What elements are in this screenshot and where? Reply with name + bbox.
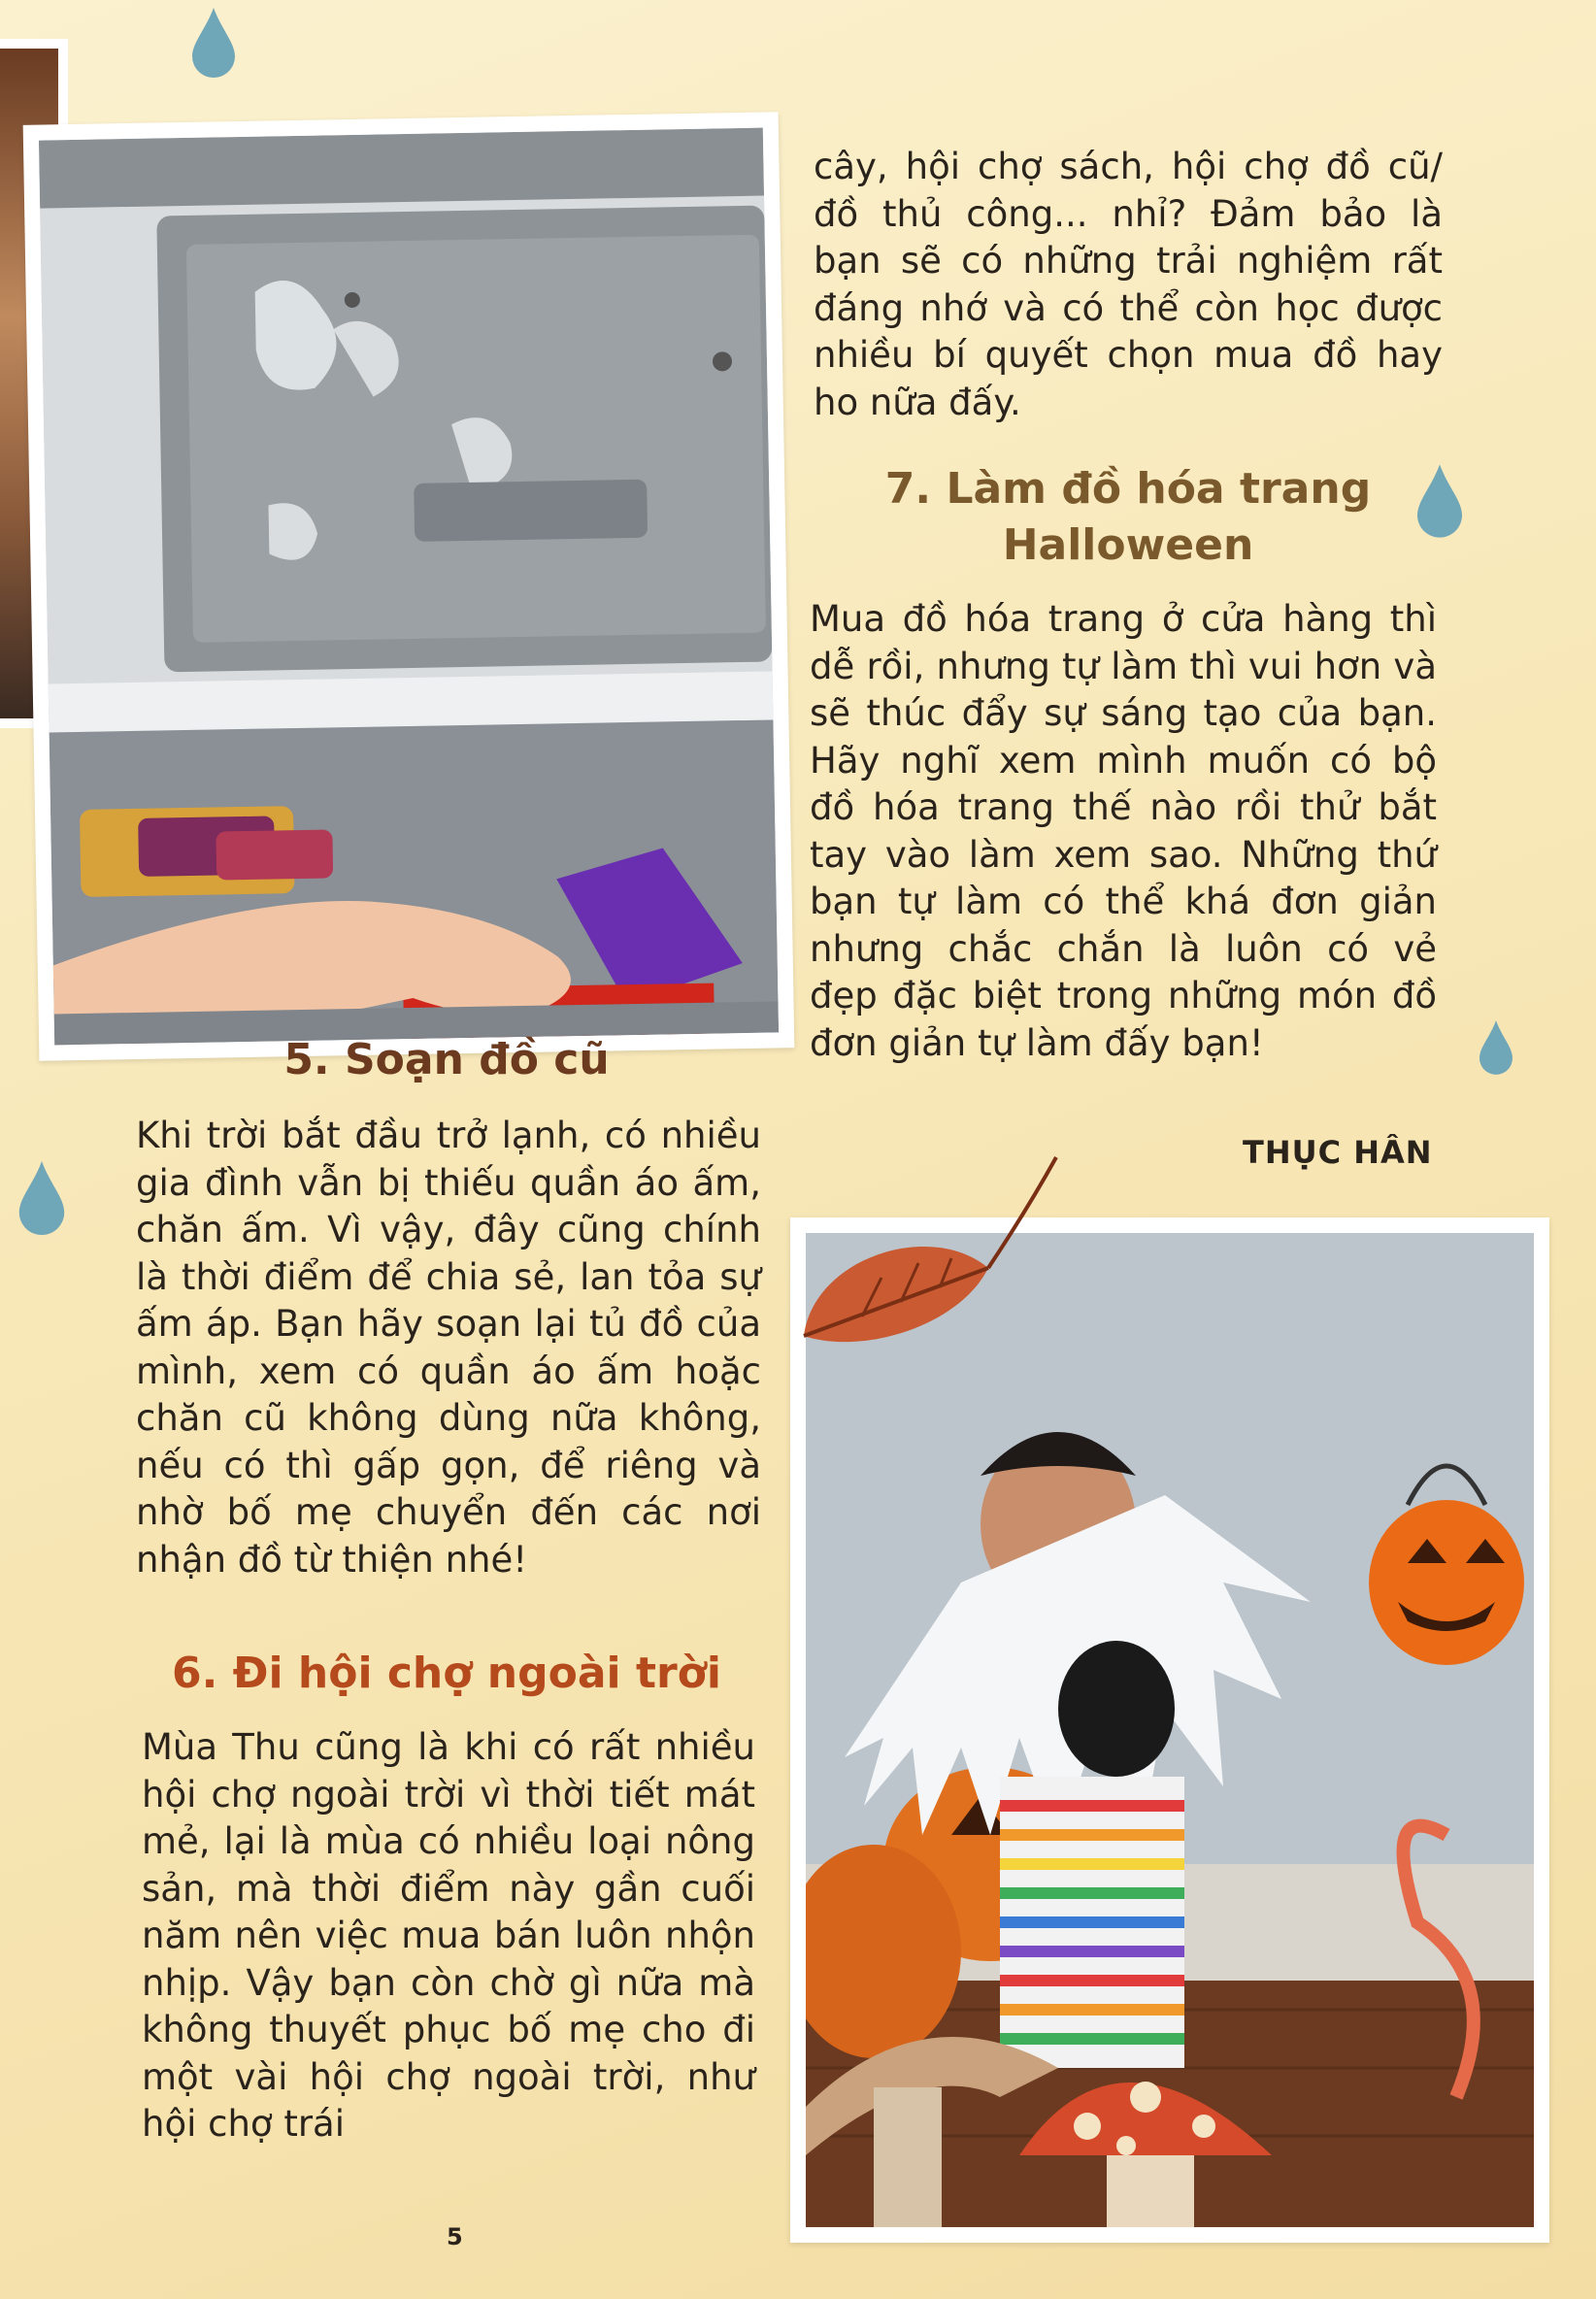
raindrop-icon: [17, 1161, 66, 1235]
author-byline: THỤC HÂN: [1243, 1134, 1433, 1171]
section-7-title-line2: Halloween: [1002, 520, 1254, 570]
section-6-body-continued: cây, hội chợ sách, hội chợ đồ cũ/ đồ thủ công... nhỉ? Đảm bảo là bạn sẽ có những trải nghiệm rất đáng nhớ và có thể còn học được nhiều bí quyết chọn mua đồ hay ho nữa đấy.: [814, 146, 1443, 423]
section-6-body: Mùa Thu cũng là khi có rất nhiều hội chợ ngoài trời vì thời tiết mát mẻ, lại là mùa có nhiều loại nông sản, mà thời điểm này gần cuối năm nên việc mua bán luôn nhộn nhịp. Vậy bạn còn chờ gì nữa mà không thuyết phục bố mẹ cho đi một vài hội chợ ngoài trời, như hội chợ trái: [142, 1726, 755, 2145]
photo-halloween-costume: [790, 1217, 1549, 2243]
raindrop-icon: [192, 8, 235, 78]
costume-illustration: [806, 1233, 1534, 2227]
raindrop-icon: [1480, 1017, 1513, 1078]
autumn-leaf-icon: [784, 1151, 1068, 1346]
section-5-title: 5. Soạn đồ cũ: [283, 1035, 610, 1084]
page-number: 5: [447, 2223, 463, 2250]
section-5-body: Khi trời bắt đầu trở lạnh, có nhiều gia đình vẫn bị thiếu quần áo ấm, chăn ấm. Vì vậy, đây cũng chính là thời điểm để chia sẻ, lan tỏa sự ấm áp. Bạn hãy soạn lại tủ đồ của mình, xem có quần áo ấm hoặc chăn cũ không dùng nữa không, nếu có thì gấp gọn, để riêng và nhờ bố mẹ chuyển đến các nơi nhận đồ từ thiện nhé!: [136, 1115, 761, 1581]
section-6-title: 6. Đi hội chợ ngoài trời: [171, 1649, 721, 1698]
section-7-body: Mua đồ hóa trang ở cửa hàng thì dễ rồi, nhưng tự làm thì vui hơn và sẽ thúc đẩy sự sáng tạo của bạn. Hãy nghĩ xem mình muốn có bộ đồ hóa trang thế nào rồi thử bắt tay vào làm xem sao. Những thứ bạn tự làm có thể khá đơn giản nhưng chắc chắn là luôn có vẻ đẹp đặc biệt trong những món đồ đơn giản tự làm đấy bạn!: [810, 598, 1437, 1064]
drawer-illustration: [39, 128, 779, 1046]
section-7-title-line1: 7. Làm đồ hóa trang: [884, 464, 1372, 514]
photo-drawer-clothes: [23, 112, 795, 1060]
